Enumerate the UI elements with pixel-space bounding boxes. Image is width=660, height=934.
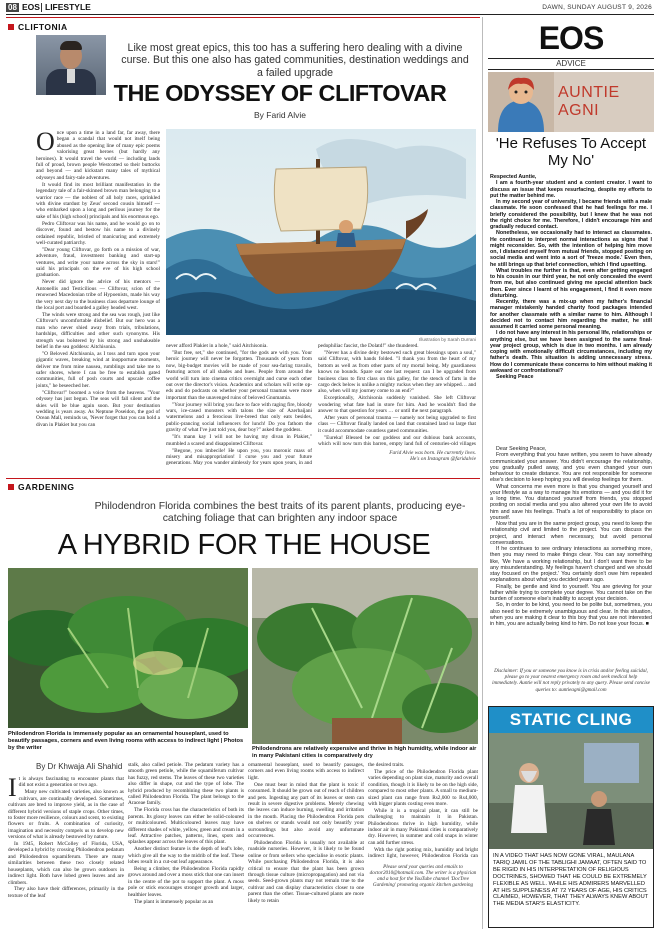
dateline: DAWN, SUNDAY AUGUST 9, 2026 [542,4,652,11]
paragraph: While it is a tropical plant, it can still be challenging to maintain it in Pakistan. Philodendrons thrive in high humidity, while indoor air in many Pakistani cities is comparatively dry. However, in summer and cold snaps in winter can add further stress. [368,807,478,846]
advice-reply [490,446,652,664]
dropcap: I [8,776,17,802]
person-body-icon [583,809,615,845]
cliftonia-byline: By Farid Alvie [254,110,306,120]
paragraph: "Eureka! Blessed be our goddess and our dubious bank accounts, which will now turn this barren, empty land full of centuries-old villages [318,434,476,447]
paragraph: nce upon a time in a land far, far away, there began a scandal that would not itself being abused as the opening line of many epic poems valorising great heroes (but hardly any heroines). It would travel the world — including lands full of proud, brown people Westcotted so their buttocks and beyond — and kickstart many tales of mythical odysseys and fairy-tale adventures. [36,130,160,181]
paragraph: Another distinct feature is the depth of leaf's lobe, which give all the way to the midrib of the leaf. These lobes result in a cut-out leaf appearance. [128,846,244,866]
paragraph: Philodendron Florida is usually not available at roadside nurseries. However, it is likely to be found online or from sellers who specialise in exotic plants. While purchasing Philodendron Florida, it is also critical to ensure that the plant has been grown through tissue culture (micropropagation) and not via seeds. Seed-grown plants may not remain true to the cultivar and can display characteristics closer to one parent than the other. Tissue-cultured plants are more likely to retain [248,839,364,904]
paragraph: After years of personal trauma — namely not being upgraded to first class — Cliftovar finally landed on land that contained land so large that it could accommodate countless gated communities. [318,414,476,434]
section-bar [6,17,480,18]
gardening-column-3 [248,762,364,928]
cliftonia-column-1 [36,130,160,465]
cliftonia-illustration [166,129,476,335]
stage-photo [489,733,653,849]
static-cling-photo [489,733,653,849]
dropcap: O [36,130,55,156]
paragraph: Pedro Cliftovar was his name, and he would go on to discover, found and bestow his name to a divinely ordained republic, bristled of manicuring and extremely well-curated patriarchy. [36,220,160,246]
letter-salutation: Respected Auntie, [490,174,537,180]
person-body-icon [511,785,547,833]
header-rule [6,14,654,15]
gardening-column-4 [368,762,478,858]
paragraph: The price of the Philodendron Florida plant varies depending on plant size, maturity and overall condition, though it is likely to be on the high side, compared to most other plants. A small to medium-sized plant can range from Rs2,000 to Rs4,000, with bigger plants costing even more. [368,768,478,807]
paragraph: "Your journey will bring you face to face with raging fire, bloody wars, ice-cased monsters with talons the size of Azerbaijani watermelons and a ferocious live-breed that only eats besides, public-prancing social influencers for lunch! Do you fathom the gravity of what I've just told you, dear boy?" asked the goddess. [166,401,312,434]
paragraph: t is always fascinating to encounter plants that did not exist a generation or two ago. [18,776,124,789]
paragraph: It would find its most brilliant manifestation in the legendary tale of a fair-skinned brown man belonging to a warrior race — the noblest of all holy races, sprinkled with divine stardust by Zeus' second cousin himself — who embarked upon a long and perilous journey for the sake of his (high school) principals and his enormous ego. [36,181,160,220]
ship-sail-icon [274,167,367,231]
reply-paragraph: Now that you are in the same project group, you need to keep the relationship civil and limited to the project. You can discuss the project, and interact when necessary, but avoid personal conversations. [490,521,652,546]
figure-eye-icon [515,91,518,94]
gardening-label: GARDENING [8,482,74,492]
leaf-shape [138,667,238,719]
page-number: 08 [8,3,17,12]
reply-paragraph: From everything that you have written, you seem to have already communicated your answer. You didn't encourage the relationship, you gradually pulled away, and you even changed your own behaviour to create distance. You are not responsible for someone else's decision to keep hoping you will develop feelings for them. [490,452,652,484]
author-note: Farid Alvie was born. He currently lives. He's on Instagram @faridalvie [389,450,476,463]
section-name: LIFESTYLE [45,2,91,12]
static-cling-title: STATIC CLING [489,707,653,733]
auntie-agni-banner [488,72,654,132]
photo-caption-left: Philodendron Florida is immensely popular as an ornamental houseplant, used to beautify passages, corners and even living rooms with access to indirect light | Photos by the writer [8,731,244,751]
paragraph: In 1945, Robert McColley of Florida, USA, developed a hybrid by crossing Philodendron pedatum and Philodendron squamiferum. There are many similarities between these two closely related houseplants, which can also be grown outdoors in indirect light. Both have lobed green leaves and are climbers. [8,841,124,886]
letter-paragraph: I do not have any interest in his personal life, relationships or anything else, but we have been assigned to the same final-year project group, which is due in two months. I am already coping with emotionally difficult circumstances, including my father's death. This situation is adding unnecessary stress. How do I communicate these concerns to him without making it awkward or confrontational? [490,330,652,374]
advice-label: ADVICE [488,58,654,70]
section-bar [6,478,480,479]
static-cling-box [488,706,654,928]
plant-photo-left [8,568,248,728]
paragraph: The plant is immensely popular as an [134,898,214,905]
reply-paragraph: If he continues to see ordinary interactions as something more, then you may need to make things clear. You can say something like, 'We have a working relationship, but I don't want there to be any misunderstanding. My feelings haven't changed and we should stay focused on the project.' You certainly don't owe him repeated explanations about what you decided years ago. [490,546,652,584]
figure-body-icon [336,233,356,247]
portrait-hair-icon [60,41,82,50]
cliftonia-label: CLIFTONIA [8,22,68,32]
paragraph: Being a climber, the Philodendron Florida rapidly grows around and over a moss stick that one can insert in the centre of the pot to support the plant. A moss pole or stick encourages stronger growth and larger, healthier leaves. [128,866,244,898]
paragraph: With the right potting mix, humidity and bright indirect light, however, Philodendron Florida can [368,846,478,858]
letter-paragraph: What troubles me further is that, even after getting engaged to his cousin in our third year, he not only concealed the event from me, but also continued giving me special attention back then. Ever since I learnt of his engagement, I find it even more disturbing. [490,267,652,299]
letter-signoff: Seeking Peace [496,374,534,380]
auntie-illustration [488,72,554,132]
paragraph: One must bear in mind that the plant is toxic if consumed. It should be grown out of reach of children and pets. Ingesting any part of its leaves or stem can result in severe digestive problems. Merely chewing the leaves can induce burning, swelling and irritation in the mouth. Placing the Philodendron Florida pots on shelves or stands would not only beautify your surroundings but also avoid any unfortunate occurrences. [248,781,364,839]
paragraph: stalk, also called petiole. The pedatum variety has a smooth green petiole, while the squamiferum cultivar has fuzzy, red stems. The leaves of these two varieties also differ in shape, cut and the type of lobe. The hybrid produced by recombining these two plants is called Philodendron Florida. The plant belongs to the Araceae family. [128,762,244,807]
paragraph: The winds were strong and the sea was rough, just like Cliftovar's uncomfortable disbelief. But our hero was a man who never shied away from trials, tribulations, hardships, difficulties and other such synonyms. His strength was bolstered by his strong and unshakeable belief in the sea goddess: Aitchisonia. [36,311,160,350]
paragraph: never afford Plakiet in a hole," said Aitchisonia. [166,343,268,349]
section-marker-icon [8,24,14,30]
static-cling-text: IN A VIDEO THAT HAS NOW GONE VIRAL, MAULANA TARIQ JAMIL OF THE TABLIGHI JAMAAT, OFTEN SAID TO BE RIGID IN HIS INTERPRETATION OF RELIGIOUS DOCTRINES, SHOWED THAT HE COULD BE EXTREMELY FLEXIBLE AS WELL. WHILE HIS ADMIRERS MARVELLED AT HIS SUPPLENESS AT 72 YEARS OF AGE, HIS CRITICS CLAIMED, HOWEVER, THAT THEY ALWAYS KNEW ABOUT THE MEDIA STAR'S ELASTICITY. [493,853,649,908]
letter-paragraph: Recently, there was a mix-up when my father's financial manager mistakenly handed charity food packages intended for another classmate with a similar name to him. Although I decided not to contact him regarding the matter, he still assumed it carried some personal meaning. [490,299,652,330]
paragraph: "Cliftovar!" boomed a voice from the heavens. "Your odyssey has just begun. The seas will fall silent and the skies will be blue again soon. But your destination wedding is years away. As Neptune Poseidon, the god of Ocean Mall, reminds us, 'Never forget that you can hold a divan in Plakiet but you can [36,389,160,428]
cliftonia-deck: Like most great epics, this too has a suffering hero dealing with a divine curse. But this one also has gated communities, destination weddings and a failed upgrade [121,42,469,79]
gardening-title: A HYBRID FOR THE HOUSE [57,529,431,561]
page-header [0,0,660,14]
paragraph: "Begone, you imbecile! He upon you, you moronic mass of misery and misappropriation! I curse you and your future generations. May you wander aimlessly for years upon years, in and [166,447,312,465]
philodendron-photo [252,568,478,744]
reply-paragraph: Finally, be gentle and kind to yourself. You are grieving for your father while trying to complete your degree. You cannot take on the burden of someone else's inability to accept your decision. [490,583,652,602]
paragraph: Exceptionally, Aitchisonia suddenly vanished. She left Cliftovar wondering what fate had in store for him. And he wouldn't find the answer to that question for years … or until the next paragraph. [318,395,476,415]
person-head-icon [591,791,607,807]
eos-brand: EOS [538,20,604,56]
paragraph: Many new cultivated varieties, also known as cultivars, are continually developed. Sometimes, cultivars are bred to improve yield, as in the case of different hybrid versions of staple crops. Other times, to foster more resilience, colours and scent, to existing flowers or fruits. A combination of curiosity, imagination and necessity compels us to develop new versions of what is already bestowed by nature. [8,789,124,841]
letter-paragraph: I am a fourth-year student and a content creator. I want to discuss an issue that keeps resurfacing, despite my efforts to put the matter behind me. [490,180,652,199]
paragraph: "Never has a divine deity bestowed such great blessings upon a soul," said Cliftovar, with hands folded. "I thank you from the heart of my bottom as well as from other parts of my mortal being. My guardianess knows no bounds. Spare our one last request: can I be upgraded from business class to first class on this galley, for the stench of farts in the cargo deck below is unlike a mighty ruckus when they are whipped… and also, when will my journey come to an end?" [318,349,476,395]
philodendron-photo [8,568,248,728]
paragraph: "It's mann kay I will not be having my divan in Plakiet," mumbled a scared and disappointed Cliftovar. [166,434,312,447]
figure-eye-icon [525,91,528,94]
gardening-deck: Philodendron Florida combines the best traits of its parent plants, producing eye-catching foliage that can brighten any indoor space [94,501,466,525]
letter-paragraph: In my second year of university, I became friends with a male classmate. He soon confessed that he had feelings for me. I briefly considered the possibility, but I knew that he was not the right choice for me. Therefore, I didn't encourage him and gradually reduced contact. [490,199,652,230]
figure-head-icon [339,220,353,234]
paragraph: "But free, set," she continued, "for the gods are with you. Your heroic journey will never be forgotten. Thousands of years from now, big-budget movies will be made of your sea-faring travails, featuring actors of all shades and hues. People from around the world will turn into cinema critics overnight and curse each other out over the director's vision. Academics and scholars will write op-eds and do podcasts on whether your personal traumas were more important than the unavenged ruins of beloved Gnumamia. [166,349,312,401]
paragraph: "O Beloved Aitchisonia, as I toss and turn upon your gigantic waves, breaking wind at inopportune moments, deliver me from mine nausea, rumblings and take me to safer shores, where I can be free to establish gated communities, full of posh courts and upscale coffee joints," he beseeched her. [36,350,160,389]
section-marker-icon [8,484,14,490]
portrait-collar-icon [67,69,75,83]
advice-letter [490,174,652,440]
advice-column-title: AUNTIE AGNI [558,84,620,119]
pot-shape [332,718,402,744]
reply-paragraph: So, in order to be kind, you need to be polite but, sometimes, you also need to be extremely unambiguous and clear. In this situation, when you are making it clear to this boy that you are not interested in him, you are actually being kind to him. Do not lose your focus. ■ [490,602,652,627]
paragraph: They also have their differences, primarily in the texture of the leaf [8,886,124,899]
advice-headline: 'He Refuses To Accept My No' [495,135,647,169]
paragraph: The Florida cross has the characteristics of both its parents. Its glossy leaves can either be solid-coloured or multicoloured. Multicoloured leaves may have different shades of white, yellow, green and cream in a leaf. Attractive patches, patterns, lines, spots and splashes appear across the leaves of this plant. [128,807,244,846]
gardening-footer-note: Please send your queries and emails to doctor2010@hotmail.com. The writer is a physician and a host for the YouTube channel 'DocTree Gardening' promoting organic kitchen gardening [369,864,477,889]
ship-illustration [166,129,476,335]
paragraph: "Dear young Cliftovar, go forth on a mission of war, adventure, fraud, investment banking and start-up ventures, and write your name across the sky in stars!" said his principals on the eve of his high school graduation. [36,246,160,279]
plant-photo-right [252,568,478,744]
cliftonia-column-3 [318,343,476,447]
gardening-byline: By Dr Khwaja Ali Shahid [36,762,123,771]
paragraph: Never did ignore the advice of his mentors — Antonellis and Testicilious — Cliftovar, scion of the renowned Macedonian tribe of Hypoenists, made his way the very next day to the business class departure lounge of the local port and boarded a galley headed west. [36,279,160,311]
paragraph: pedophiliac fascist, the Dolatd!" she thundered. [318,343,419,349]
illustration-credit: Illustration by Sarah Durrani [419,337,476,342]
variegation-shape [133,651,183,675]
letter-paragraph: Nonetheless, we occasionally had to interact as classmates. He continued to interpret normal interactions as signs that I might reconsider. So, with the intention of helping him move on, I distanced myself from mutual friends, stopped posting on social media and went into a sort of 'freeze mode.' Even then, he still brings up that brief connection, which I find upsetting. [490,230,652,268]
paragraph: the desired traits. [368,762,405,768]
photo-caption-right: Philodendrons are relatively expensive and thrive in high humidity, while indoor air in many Pakistani cities is comparatively dry [252,746,477,759]
reply-paragraph: What concerns me even more is that you changed yourself and your lifestyle as a way to manage his emotions — and you did it for a long time. You distanced yourself from friends, you stopped posting on social media and you also altered your own life to avoid him and save his feelings. That's a lot of responsibility to place on yourself. [490,483,652,521]
screen-shape [584,743,639,783]
paper-name: EOS [22,2,40,12]
header-divider [41,3,42,12]
advice-disclaimer: Disclaimer: If you or someone you know is in crisis and/or feeling suicidal, please go to your nearest emergency room and seek medical help immediately. Auntie will not reply privately to any query. Please send concise queries to: auntieagni@gmail.com [492,668,650,693]
column-divider [482,17,483,929]
reply-paragraph: Dear Seeking Peace, [496,446,547,452]
cliftonia-column-2 [166,343,312,465]
gardening-column-2 [128,762,244,928]
gardening-column-1 [8,776,124,928]
paragraph: ornamental houseplant, used to beautify passages, corners and even living rooms with access to indirect light. [248,762,364,781]
cliftonia-title: THE ODYSSEY OF CLIFTOVAR [113,80,447,106]
